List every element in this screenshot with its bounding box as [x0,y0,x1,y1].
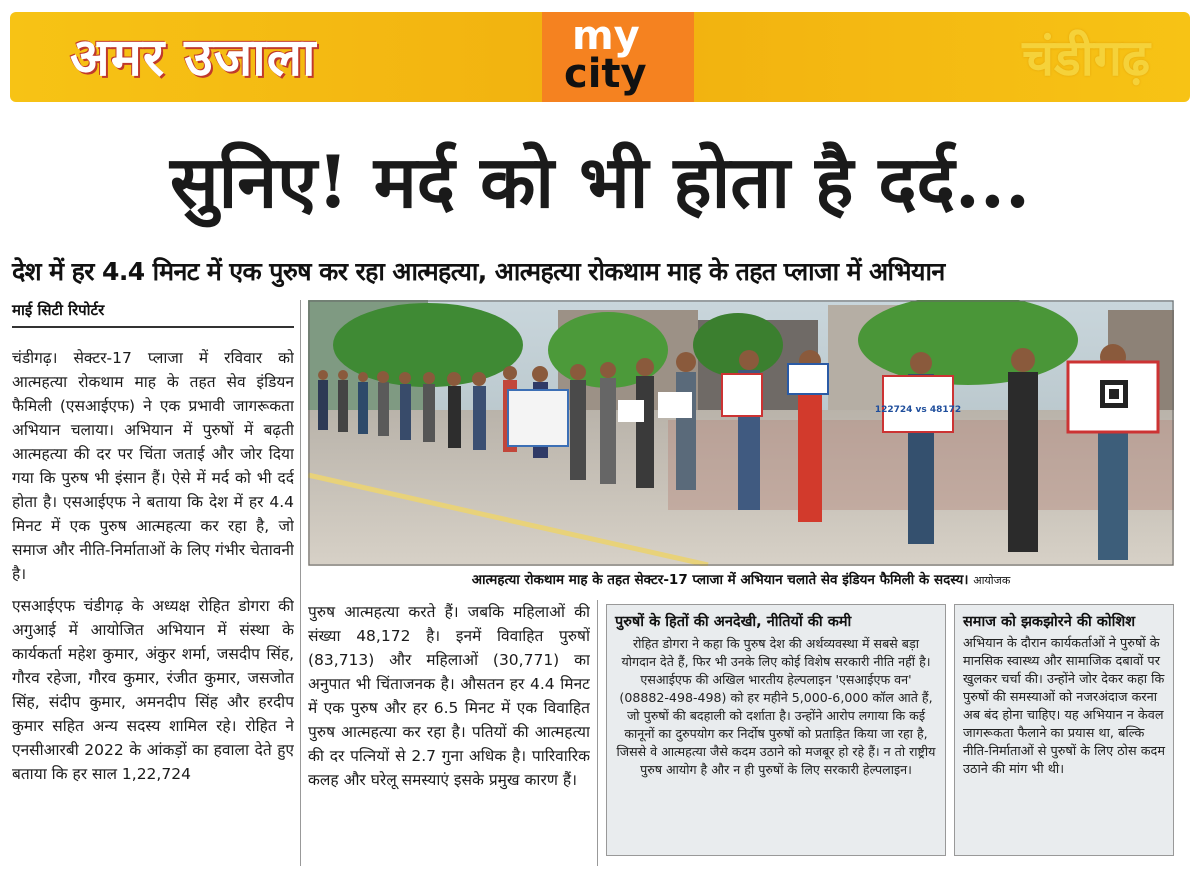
byline: माई सिटी रिपोर्टर [12,300,294,328]
subheadline: देश में हर 4.4 मिनट में एक पुरुष कर रहा आत्महत्या, आत्महत्या रोकथाम माह के तहत प्लाजा में अभियान [12,257,945,286]
box-body: अभियान के दौरान कार्यकर्ताओं ने पुरुषों के मानसिक स्वास्थ्य और सामाजिक दबावों पर खुलकर चर्चा की। उन्होंने जोर देकर कहा कि पुरुषों की समस्याओं को नजरअंदाज करना अब बंद होना चाहिए। यह अभियान न केवल जागरूकता फैलाने का प्रयास था, बल्कि नीति-निर्माताओं से पुरुषों के लिए ठोस कदम उठाने की मांग भी थी। [963,636,1165,777]
masthead-city-band [694,12,1190,102]
photo-caption [308,570,1174,588]
box-title: समाज को झकझोरने की कोशिश [963,614,1136,630]
article-column-2: पुरुष आत्महत्या करते हैं। जबकि महिलाओं की संख्या 48,172 है। इनमें विवाहित पुरुषों (83,713) और महिलाओं (30,771) का अनुपात भी चिंताजनक है। औसतन हर 4.4 मिनट में एक पुरुष और हर 6.5 मिनट में एक विवाहित पुरुष आत्महत्या कर रहा है। पतियों की आत्महत्या की दर पत्नियों से 2.7 गुना अधिक है। पारिवारिक कलह और घरेलू समस्याएं इसके प्रमुख कारण हैं। [308,603,590,789]
sidebar-box-policy [606,604,946,856]
mycity-logo-city: city [564,51,647,97]
caption-text: आत्महत्या रोकथाम माह के तहत सेक्टर-17 प्लाजा में अभियान चलाते सेव इंडियन फैमिली के सदस्य। [471,572,969,588]
box-title: पुरुषों के हितों की अनदेखी, नीतियों की कमी [615,614,852,630]
column-divider-2 [597,600,598,866]
caption-credit: आयोजक [973,574,1011,587]
paragraph-1: चंडीगढ़। सेक्टर-17 प्लाजा में रविवार को आत्महत्या रोकथाम माह के तहत सेव इंडियन फैमिली (एसआईएफ) ने एक प्रभावी जागरूकता अभियान चलाया। अभियान में पुरुषों में बढ़ती आत्महत्या की दर पर चिंता जताई और जोर दिया गया कि पुरुष भी इंसान हैं। ऐसे में मर्द को भी दर्द होता है। एसआईएफ ने बताया कि देश में हर 4.4 मिनट में एक पुरुष आत्महत्या कर रहा है, जो समाज और नीति-निर्माताओं के लिए गंभीर चेतावनी है। [12,349,294,583]
newspaper-logo: अमर उजाला [70,27,317,88]
article-column-1 [12,346,294,866]
column-divider [300,300,301,866]
headline: सुनिए! मर्द को भी होता है दर्द... [169,139,1031,224]
paragraph-2: एसआईएफ चंडीगढ़ के अध्यक्ष रोहित डोगरा की अगुआई में आयोजित अभियान में संस्था के कार्यकर्ता महेश कुमार, अंकुर शर्मा, जसदीप सिंह, गौरव रहेजा, गौरव कुमार, रंजीत कुमार, जसजोत सिंह, संदीप कुमार, अमनदीप सिंह और हरदीप कुमार सहित अन्य सदस्य शामिल रहे। रोहित ने एनसीआरबी 2022 के आंकड़ों का हवाला देते हुए बताया कि हर साल 1,22,724 [12,597,294,783]
mycity-logo-my: my [572,13,640,59]
masthead [0,0,1200,118]
masthead-brand-band [10,12,542,102]
placard-stats: 122724 vs 48172 [874,405,962,415]
sidebar-box-society [954,604,1174,856]
news-photo [308,300,1174,566]
photo-illustration [308,300,1174,566]
box-body: रोहित डोगरा ने कहा कि पुरुष देश की अर्थव्यवस्था में सबसे बड़ा योगदान देते हैं, फिर भी उनके लिए कोई विशेष सरकारी नीति नहीं है। एसआईएफ की अखिल भारतीय हेल्पलाइन 'एसआईएफ वन' (08882-498-498) को हर महीने 5,000-6,000 कॉल आते हैं, जो पुरुषों की बदहाली को दर्शाता है। उन्होंने आरोप लगाया कि कई कानूनों का दुरुपयोग कर निर्दोष पुरुषों को प्रताड़ित किया जा रहा है, जिससे वे आत्महत्या जैसे कदम उठाने को मजबूर हो रहे हैं। न तो राष्ट्रीय पुरुष आयोग है और न ही पुरुषों के लिए सरकारी हेल्पलाइन। [616,636,936,777]
edition-city: चंडीगढ़ [1022,29,1150,87]
mycity-logo [542,12,694,102]
